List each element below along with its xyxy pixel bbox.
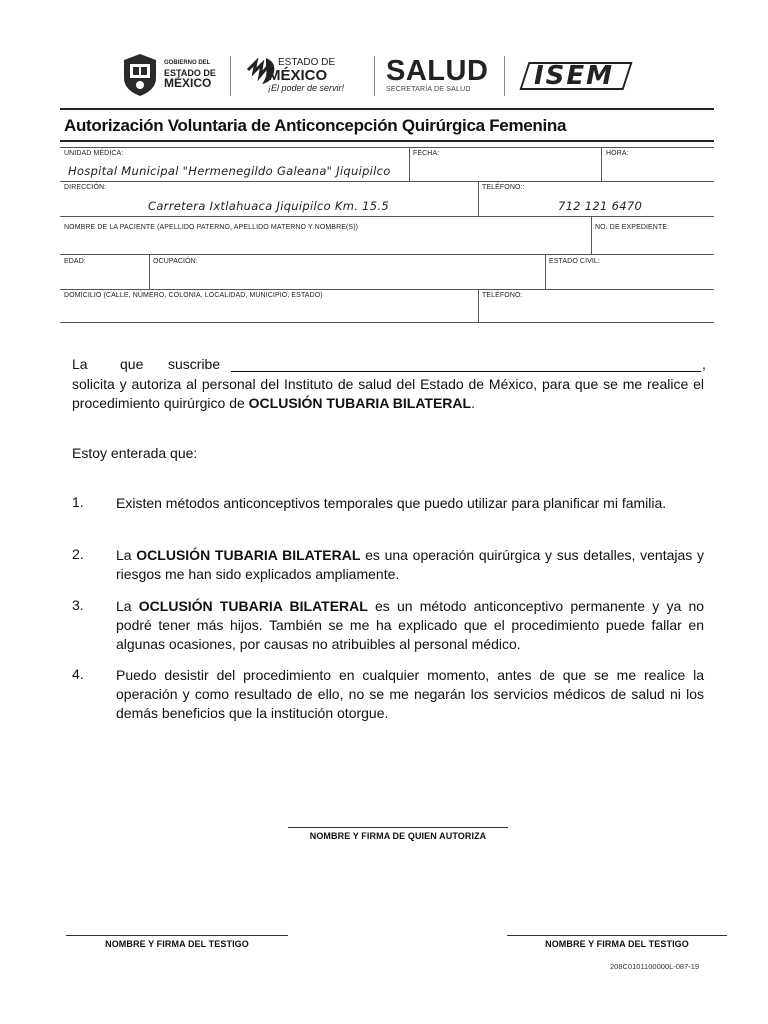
title-top-rule	[60, 108, 714, 110]
unidad-medica-value: Hospital Municipal "Hermenegildo Galeana" Jiquipilco	[68, 164, 391, 178]
telefono-label: TELÉFONO::	[482, 184, 525, 191]
enterada-text: Estoy enterada que:	[72, 445, 198, 461]
item-2-pre: La	[116, 547, 137, 563]
item-2-number: 2.	[72, 546, 84, 562]
intro-procedure: OCLUSIÓN TUBARIA BILATERAL	[248, 395, 472, 411]
suscribe-comma: ,	[702, 356, 706, 372]
logo-gob-line1: GOBIERNO DEL	[164, 60, 211, 66]
suscribe-word-que: que	[120, 356, 144, 372]
direccion-value: Carretera Ixtlahuaca Jiquipilco Km. 15.5	[148, 199, 389, 213]
testigo1-signature-label: NOMBRE Y FIRMA DEL TESTIGO	[105, 939, 249, 949]
nombre-paciente-label: NOMBRE DE LA PACIENTE (APELLIDO PATERNO, APELLIDO MATERNO Y NOMBRE(S))	[64, 224, 359, 231]
logo-salud-title: SALUD	[386, 55, 489, 87]
logo-edomex-line2: MÉXICO	[268, 67, 328, 84]
suscribe-blank-line	[231, 371, 701, 372]
autoriza-signature-label: NOMBRE Y FIRMA DE QUIEN AUTORIZA	[309, 831, 487, 841]
logo-isem	[520, 60, 636, 94]
item-2-bold: OCLUSIÓN TUBARIA BILATERAL	[136, 547, 361, 563]
title-bottom-rule	[60, 140, 714, 142]
logo-edomex	[268, 56, 344, 95]
ocupacion-label: OCUPACIÓN:	[153, 258, 198, 265]
item-3-pre: La	[116, 598, 139, 614]
unidad-medica-label: UNIDAD MÉDICA:	[64, 150, 124, 157]
logo-isem-text: ISEM	[534, 61, 615, 91]
expediente-label: NO. DE EXPEDIENTE:	[595, 224, 670, 231]
item-3-number: 3.	[72, 597, 84, 613]
coat-of-arms-icon	[120, 52, 160, 98]
item-1-number: 1.	[72, 494, 84, 510]
logo-edomex-line1: ESTADO DE	[278, 57, 336, 68]
autoriza-signature-line	[288, 827, 508, 828]
fecha-label: FECHA:	[413, 150, 440, 157]
logo-salud	[386, 56, 488, 93]
logo-salud-subtitle: SECRETARÍA DE SALUD	[386, 86, 471, 93]
estado-civil-label: ESTADO CIVIL:	[549, 258, 600, 265]
logo-gob-line3: MÉXICO	[164, 76, 212, 90]
intro-text: solicita y autoriza al personal del Instituto de salud del Estado de México, para que se me realice el procedimiento quirúrgico de	[72, 376, 704, 411]
suscribe-word-la: La	[72, 356, 88, 372]
item-1-text	[116, 494, 704, 513]
document-title: Autorización Voluntaria de Anticoncepción Quirúrgica Femenina	[64, 116, 567, 135]
testigo2-signature-line	[507, 935, 727, 936]
domicilio-label: DOMICILIO (CALLE, NÚMERO, COLONIA, LOCALIDAD, MUNICIPIO, ESTADO)	[64, 292, 323, 299]
testigo1-signature-line	[66, 935, 288, 936]
logo-gob-line2: ESTADO DE	[164, 68, 216, 78]
intro-paragraph	[72, 375, 704, 413]
item-1-body: Existen métodos anticonceptivos temporales que puedo utilizar para planificar mi familia.	[116, 495, 667, 511]
logo-edomex-slogan: ¡El poder de servir!	[268, 83, 345, 93]
item-3-body: es un método anticonceptivo permanente y ya no podré tener más hijos. También se me ha explicado que el procedimiento puede fallar en algunas ocasiones, por causas no atribuibles al personal médico.	[116, 598, 705, 652]
intro-end: .	[471, 395, 475, 411]
item-3-bold: OCLUSIÓN TUBARIA BILATERAL	[138, 598, 368, 614]
item-4-body: Puedo desistir del procedimiento en cualquier momento, antes de que se me realice la operación y como resultado de ello, no se me negarán los servicios médicos de salud ni los demás beneficios que la institución otorgue.	[116, 667, 704, 721]
document-code: 208C0101100000L-087-19	[610, 962, 700, 971]
item-2-text	[116, 546, 704, 584]
hora-label: HORA:	[606, 150, 629, 157]
logo-gobierno	[164, 58, 216, 88]
item-3-text	[116, 597, 704, 654]
item-4-text	[116, 666, 704, 723]
telefono-value: 712 121 6470	[558, 199, 643, 213]
direccion-label: DIRECCIÓN:	[64, 184, 107, 191]
item-2-body: es una operación quirúrgica y sus detalles, ventajas y riesgos me han sido explicados ampliamente.	[116, 547, 704, 582]
edad-label: EDAD:	[64, 258, 86, 265]
telefono2-label: TELÉFONO:	[482, 292, 523, 299]
testigo2-signature-label: NOMBRE Y FIRMA DEL TESTIGO	[545, 939, 689, 949]
item-4-number: 4.	[72, 666, 84, 682]
suscribe-word-suscribe: suscribe	[168, 356, 221, 372]
